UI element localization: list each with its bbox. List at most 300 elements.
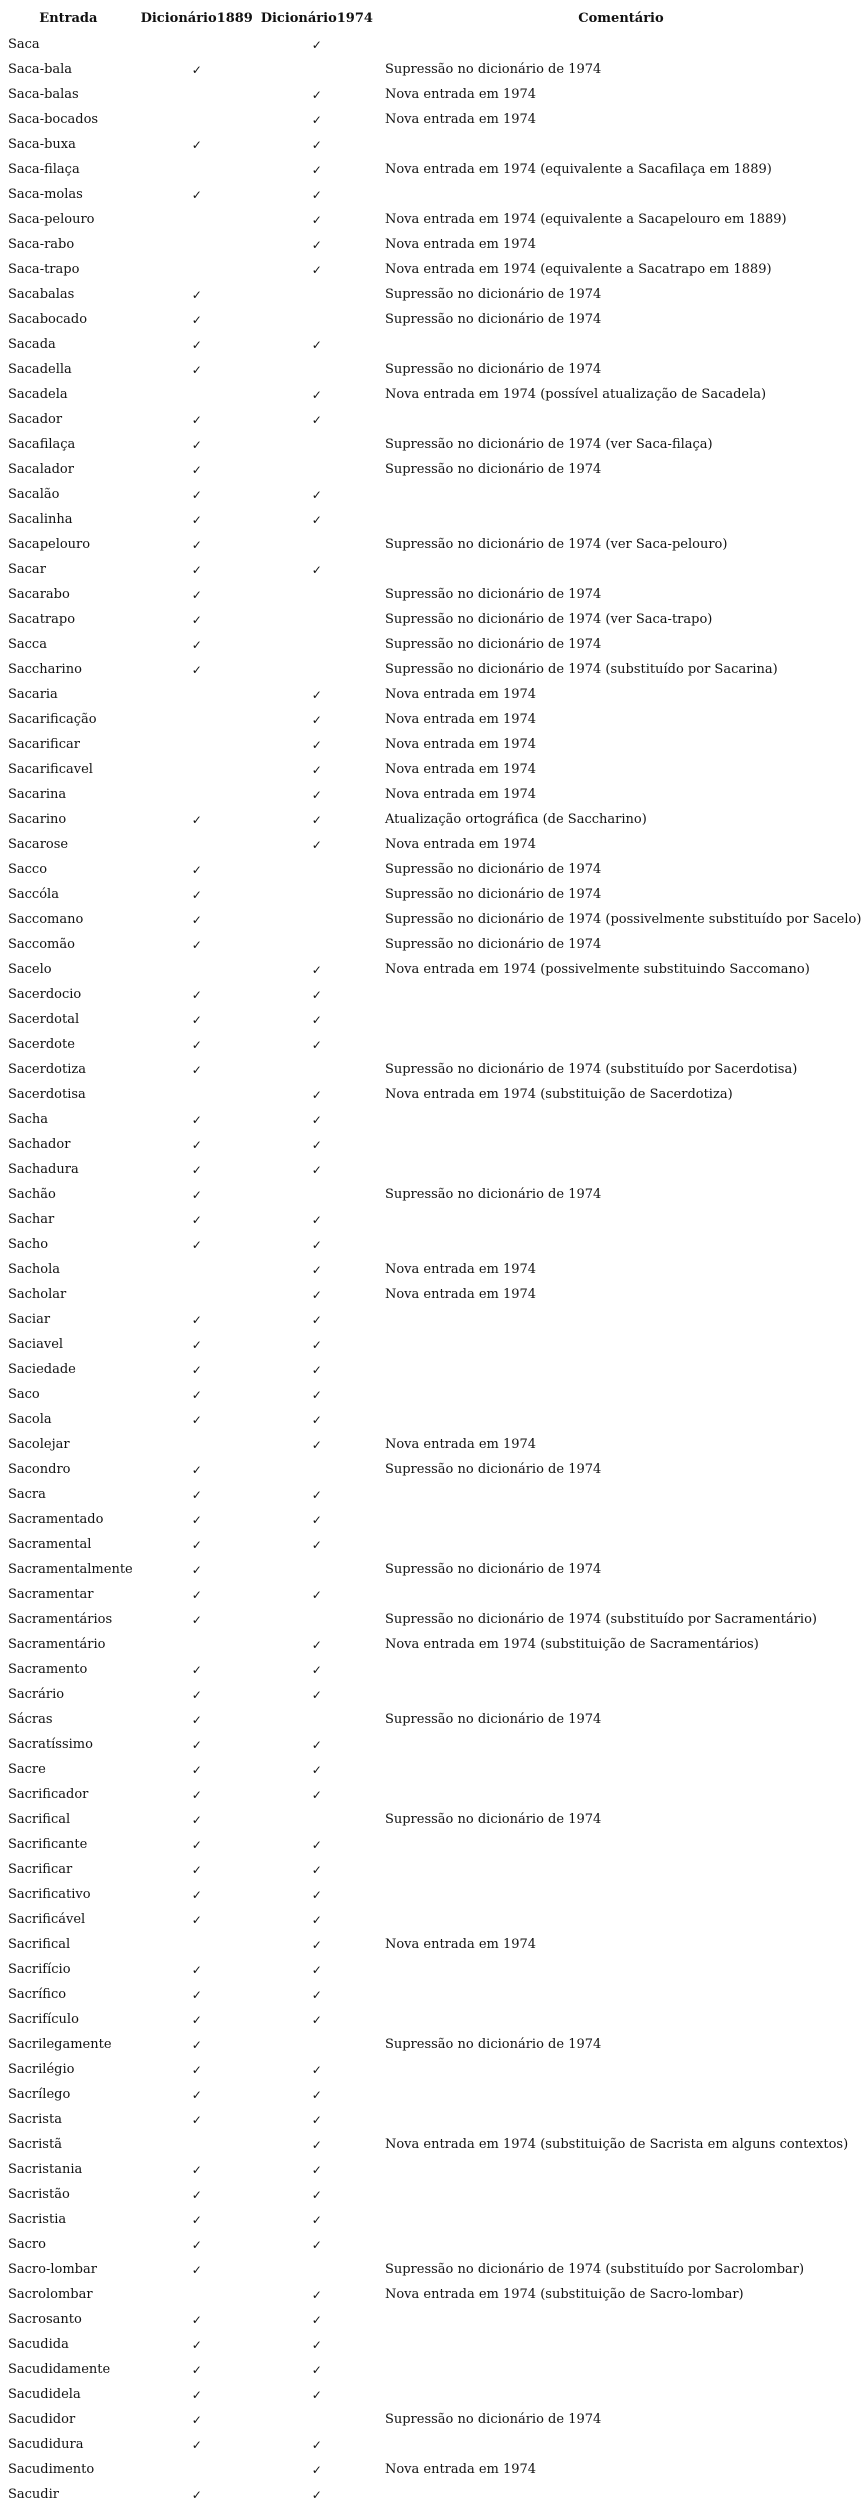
- table-row: [2, 207, 867, 232]
- dicionario-1889-check-icon: [135, 207, 259, 232]
- dicionario-1974-check-icon: ✓: [311, 112, 322, 127]
- entry-cell: Sacrílego: [8, 2087, 71, 2102]
- table-row: [2, 532, 867, 557]
- entry-cell: Sacalador: [8, 462, 74, 477]
- table-row: [2, 2032, 867, 2057]
- table-row: [2, 632, 867, 657]
- dicionario-1889-check-icon: ✓: [191, 2312, 202, 2327]
- table-row: [2, 2207, 867, 2232]
- dicionario-1889-check-icon: ✓: [191, 1587, 202, 1602]
- dicionario-1889-check-icon: ✓: [191, 662, 202, 677]
- dicionario-1974-check-icon: ✓: [311, 2137, 322, 2152]
- dicionario-1889-check-icon: ✓: [191, 912, 202, 927]
- dicionario-1974-check-icon: ✓: [311, 2187, 322, 2202]
- dicionario-1974-check-icon: ✓: [311, 1937, 322, 1952]
- dicionario-1889-check-icon: [135, 707, 259, 732]
- table-header-row: [2, 4, 867, 32]
- dicionario-1889-check-icon: ✓: [191, 1212, 202, 1227]
- comment-cell: Supressão no dicionário de 1974: [384, 362, 602, 377]
- dicionario-1974-check-icon: [259, 607, 375, 632]
- comment-cell: Nova entrada em 1974: [384, 2462, 537, 2477]
- table-row: [2, 732, 867, 757]
- comment-cell: [375, 1857, 867, 1882]
- dicionario-1889-check-icon: ✓: [191, 587, 202, 602]
- entry-cell: Sacrolombar: [8, 2287, 93, 2302]
- comment-cell: Supressão no dicionário de 1974 (possivelmente substituído por Sacelo): [384, 912, 862, 927]
- entry-cell: Sacha: [8, 1112, 49, 1127]
- entry-cell: Sacudida: [8, 2337, 69, 2352]
- table-row: [2, 932, 867, 957]
- dicionario-1889-check-icon: ✓: [191, 1362, 202, 1377]
- entry-cell: Sacro: [8, 2237, 46, 2252]
- table-row: [2, 457, 867, 482]
- entry-cell: Sacramento: [8, 1662, 88, 1677]
- dicionario-1889-check-icon: ✓: [191, 2212, 202, 2227]
- entry-cell: Sacratíssimo: [8, 1737, 93, 1752]
- dicionario-1974-check-icon: ✓: [311, 1262, 322, 1277]
- entry-cell: Sacapelouro: [8, 537, 91, 552]
- comment-cell: [375, 1207, 867, 1232]
- comment-cell: Nova entrada em 1974: [384, 787, 537, 802]
- entry-cell: Sacadella: [8, 362, 72, 377]
- table-row: [2, 1057, 867, 1082]
- table-row: [2, 182, 867, 207]
- comment-cell: [375, 557, 867, 582]
- table-row: [2, 2232, 867, 2257]
- comment-cell: Supressão no dicionário de 1974: [384, 1712, 602, 1727]
- table-row: [2, 957, 867, 982]
- comment-cell: Nova entrada em 1974: [384, 737, 537, 752]
- dicionario-1974-check-icon: ✓: [311, 1637, 322, 1652]
- dicionario-1889-check-icon: ✓: [191, 1762, 202, 1777]
- dicionario-1974-check-icon: [259, 932, 375, 957]
- dicionario-1889-check-icon: ✓: [191, 2487, 202, 2502]
- table-row: [2, 107, 867, 132]
- entry-cell: Sacola: [8, 1412, 52, 1427]
- dicionario-1974-check-icon: ✓: [311, 1237, 322, 1252]
- dicionario-1974-check-icon: ✓: [311, 1862, 322, 1877]
- dicionario-1889-check-icon: ✓: [191, 1737, 202, 1752]
- dicionario-1889-check-icon: ✓: [191, 287, 202, 302]
- dicionario-1974-check-icon: [259, 457, 375, 482]
- dicionario-1889-check-icon: ✓: [191, 2412, 202, 2427]
- dicionario-1974-check-icon: ✓: [311, 1537, 322, 1552]
- dicionario-1889-check-icon: ✓: [191, 1312, 202, 1327]
- dicionario-1889-check-icon: ✓: [191, 1387, 202, 1402]
- table-row: [2, 1082, 867, 1107]
- dicionario-1974-check-icon: ✓: [311, 812, 322, 827]
- dicionario-1974-check-icon: ✓: [311, 87, 322, 102]
- dicionario-1889-check-icon: [135, 682, 259, 707]
- comment-cell: Supressão no dicionário de 1974: [384, 587, 602, 602]
- entry-cell: Sacar: [8, 562, 46, 577]
- table-row: [2, 657, 867, 682]
- dicionario-1889-check-icon: ✓: [191, 1787, 202, 1802]
- entry-cell: Saca-filaça: [8, 162, 80, 177]
- dicionario-1889-check-icon: [135, 732, 259, 757]
- comment-cell: [375, 1907, 867, 1932]
- entry-cell: Sacra: [8, 1487, 46, 1502]
- entry-cell: Saciedade: [8, 1362, 76, 1377]
- entry-cell: Sacabocado: [8, 312, 88, 327]
- dicionario-1889-check-icon: ✓: [191, 612, 202, 627]
- comment-cell: Supressão no dicionário de 1974 (substituído por Sacramentário): [384, 1612, 817, 1627]
- entry-cell: Sacadela: [8, 387, 68, 402]
- table-row: [2, 707, 867, 732]
- dicionario-1974-check-icon: ✓: [311, 737, 322, 752]
- entry-cell: Sacudidura: [8, 2437, 84, 2452]
- dicionario-1889-check-icon: [135, 1432, 259, 1457]
- table-row: [2, 1882, 867, 1907]
- dicionario-1889-check-icon: ✓: [191, 1062, 202, 1077]
- comment-cell: Supressão no dicionário de 1974: [384, 312, 602, 327]
- dicionario-1889-check-icon: ✓: [191, 312, 202, 327]
- table-row: [2, 557, 867, 582]
- dicionario-1974-check-icon: ✓: [311, 2487, 322, 2502]
- entry-cell: Sacrifículo: [8, 2012, 79, 2027]
- comment-cell: [375, 2182, 867, 2207]
- table-row: [2, 1832, 867, 1857]
- table-row: [2, 332, 867, 357]
- dicionario-1889-check-icon: ✓: [191, 412, 202, 427]
- comment-cell: [375, 2332, 867, 2357]
- table-row: [2, 2382, 867, 2407]
- dicionario-1889-check-icon: ✓: [191, 362, 202, 377]
- dicionario-1974-check-icon: [259, 1057, 375, 1082]
- entry-cell: Saciar: [8, 1312, 51, 1327]
- dicionario-1974-check-icon: ✓: [311, 687, 322, 702]
- table-row: [2, 2432, 867, 2457]
- dicionario-1889-check-icon: ✓: [191, 2087, 202, 2102]
- dicionario-1889-check-icon: ✓: [191, 1137, 202, 1152]
- comment-cell: [375, 1882, 867, 1907]
- dicionario-1889-check-icon: ✓: [191, 2062, 202, 2077]
- comment-cell: [375, 1307, 867, 1332]
- comment-cell: [375, 2082, 867, 2107]
- table-row: [2, 307, 867, 332]
- column-header-dicionario-1889: Dicionário1889: [140, 10, 253, 26]
- dicionario-1974-check-icon: ✓: [311, 1137, 322, 1152]
- dicionario-1974-check-icon: ✓: [311, 2237, 322, 2252]
- entry-cell: Sacerdotiza: [8, 1062, 86, 1077]
- dicionario-1974-check-icon: [259, 1557, 375, 1582]
- comment-cell: [375, 2107, 867, 2132]
- entry-cell: Sacro-lombar: [8, 2262, 97, 2277]
- comment-cell: [375, 1232, 867, 1257]
- dicionario-1889-check-icon: [135, 1632, 259, 1657]
- comment-cell: [375, 2057, 867, 2082]
- dicionario-1974-check-icon: ✓: [311, 212, 322, 227]
- dicionario-1889-check-icon: ✓: [191, 1862, 202, 1877]
- dicionario-1974-check-icon: ✓: [311, 1212, 322, 1227]
- dicionario-1889-check-icon: ✓: [191, 2237, 202, 2252]
- entry-cell: Sacondro: [8, 1462, 71, 1477]
- entry-cell: Sacalinha: [8, 512, 73, 527]
- dicionario-1889-check-icon: ✓: [191, 1812, 202, 1827]
- dicionario-1974-check-icon: ✓: [311, 1837, 322, 1852]
- dicionario-1889-check-icon: ✓: [191, 1687, 202, 1702]
- table-row: [2, 1157, 867, 1182]
- entry-cell: Sacudidela: [8, 2387, 81, 2402]
- dicionario-1974-check-icon: ✓: [311, 1437, 322, 1452]
- dicionario-1974-check-icon: ✓: [311, 237, 322, 252]
- table-row: [2, 857, 867, 882]
- dicionario-1889-check-icon: [135, 757, 259, 782]
- comment-cell: [375, 2307, 867, 2332]
- dicionario-1974-check-icon: ✓: [311, 337, 322, 352]
- dicionario-1889-check-icon: ✓: [191, 812, 202, 827]
- dicionario-1889-check-icon: ✓: [191, 1012, 202, 1027]
- dicionario-1974-check-icon: ✓: [311, 1587, 322, 1602]
- dicionario-1889-check-icon: [135, 1932, 259, 1957]
- comment-cell: Nova entrada em 1974 (substituição de Sacrista em alguns contextos): [384, 2137, 849, 2152]
- entry-cell: Sacarificar: [8, 737, 80, 752]
- table-row: [2, 432, 867, 457]
- table-row: [2, 1282, 867, 1307]
- table-row: [2, 1507, 867, 1532]
- dicionario-1974-check-icon: ✓: [311, 2087, 322, 2102]
- entry-cell: Sacolejar: [8, 1437, 70, 1452]
- comment-cell: Nova entrada em 1974 (equivalente a Sacafilaça em 1889): [384, 162, 772, 177]
- dicionario-1974-check-icon: [259, 357, 375, 382]
- table-row: [2, 1707, 867, 1732]
- entry-cell: Sacristã: [8, 2137, 62, 2152]
- table-row: [2, 2282, 867, 2307]
- dictionary-comparison-table: [2, 4, 867, 2507]
- table-row: [2, 832, 867, 857]
- entry-cell: Saca-balas: [8, 87, 79, 102]
- entry-cell: Sacafilaça: [8, 437, 76, 452]
- entry-cell: Sacrilegamente: [8, 2037, 112, 2052]
- table-row: [2, 2257, 867, 2282]
- dicionario-1974-check-icon: ✓: [311, 2112, 322, 2127]
- dicionario-1974-check-icon: ✓: [311, 2287, 322, 2302]
- entry-cell: Saca: [8, 37, 40, 52]
- dicionario-1889-check-icon: ✓: [191, 1962, 202, 1977]
- dicionario-1974-check-icon: ✓: [311, 1762, 322, 1777]
- entry-cell: Sachar: [8, 1212, 55, 1227]
- entry-cell: Sacerdotal: [8, 1012, 80, 1027]
- table-row: [2, 1482, 867, 1507]
- dicionario-1889-check-icon: [135, 832, 259, 857]
- entry-cell: Sacramentar: [8, 1587, 94, 1602]
- comment-cell: Supressão no dicionário de 1974: [384, 287, 602, 302]
- comment-cell: [375, 1157, 867, 1182]
- table-row: [2, 1607, 867, 1632]
- entry-cell: Sachadura: [8, 1162, 79, 1177]
- table-row: [2, 2082, 867, 2107]
- entry-cell: Sacelo: [8, 962, 52, 977]
- dicionario-1889-check-icon: ✓: [191, 2337, 202, 2352]
- dicionario-1974-check-icon: [259, 657, 375, 682]
- dicionario-1974-check-icon: ✓: [311, 2162, 322, 2177]
- comment-cell: Supressão no dicionário de 1974: [384, 462, 602, 477]
- comment-cell: Nova entrada em 1974: [384, 687, 537, 702]
- dicionario-1889-check-icon: ✓: [191, 187, 202, 202]
- entry-cell: Sacrificar: [8, 1862, 73, 1877]
- dicionario-1974-check-icon: ✓: [311, 1737, 322, 1752]
- dicionario-1974-check-icon: ✓: [311, 2062, 322, 2077]
- comment-cell: [375, 482, 867, 507]
- dicionario-1889-check-icon: ✓: [191, 62, 202, 77]
- comment-cell: Nova entrada em 1974: [384, 837, 537, 852]
- entry-cell: Sachola: [8, 1262, 61, 1277]
- dicionario-1974-check-icon: ✓: [311, 762, 322, 777]
- dicionario-1974-check-icon: ✓: [311, 1112, 322, 1127]
- entry-cell: Sacco: [8, 862, 48, 877]
- dicionario-1974-check-icon: ✓: [311, 1312, 322, 1327]
- entry-cell: Sacrífico: [8, 1987, 67, 2002]
- comment-cell: Nova entrada em 1974 (equivalente a Sacatrapo em 1889): [384, 262, 772, 277]
- dicionario-1889-check-icon: ✓: [191, 1112, 202, 1127]
- entry-cell: Saccharino: [8, 662, 82, 677]
- dicionario-1889-check-icon: ✓: [191, 1512, 202, 1527]
- dicionario-1889-check-icon: ✓: [191, 1837, 202, 1852]
- dicionario-1889-check-icon: [135, 257, 259, 282]
- dicionario-1889-check-icon: ✓: [191, 2362, 202, 2377]
- dicionario-1974-check-icon: ✓: [311, 987, 322, 1002]
- dicionario-1974-check-icon: ✓: [311, 1962, 322, 1977]
- dicionario-1889-check-icon: ✓: [191, 2112, 202, 2127]
- entry-cell: Sacholar: [8, 1287, 67, 1302]
- comment-cell: Supressão no dicionário de 1974: [384, 2412, 602, 2427]
- comment-cell: Supressão no dicionário de 1974 (substituído por Sacerdotisa): [384, 1062, 798, 1077]
- dicionario-1889-check-icon: ✓: [191, 1037, 202, 1052]
- comment-cell: [375, 1582, 867, 1607]
- entry-cell: Sacristania: [8, 2162, 83, 2177]
- comment-cell: [375, 1357, 867, 1382]
- comment-cell: [375, 982, 867, 1007]
- comment-cell: Nova entrada em 1974: [384, 1937, 537, 1952]
- dicionario-1974-check-icon: ✓: [311, 412, 322, 427]
- comment-cell: Nova entrada em 1974 (substituição de Sacramentários): [384, 1637, 759, 1652]
- dicionario-1974-check-icon: [259, 1457, 375, 1482]
- dicionario-1974-check-icon: [259, 882, 375, 907]
- table-row: [2, 1657, 867, 1682]
- dicionario-1889-check-icon: ✓: [191, 462, 202, 477]
- table-row: [2, 2007, 867, 2032]
- dicionario-1974-check-icon: [259, 532, 375, 557]
- table-row: [2, 1232, 867, 1257]
- comment-cell: [375, 407, 867, 432]
- table-row: [2, 1582, 867, 1607]
- table-row: [2, 57, 867, 82]
- table-row: [2, 1457, 867, 1482]
- dicionario-1974-check-icon: ✓: [311, 1912, 322, 1927]
- table-row: [2, 1032, 867, 1057]
- dicionario-1889-check-icon: [135, 1257, 259, 1282]
- table-row: [2, 1007, 867, 1032]
- dicionario-1889-check-icon: ✓: [191, 1337, 202, 1352]
- dicionario-1974-check-icon: [259, 1707, 375, 1732]
- table-row: [2, 907, 867, 932]
- comment-cell: [375, 1382, 867, 1407]
- dicionario-1974-check-icon: ✓: [311, 1987, 322, 2002]
- dicionario-1889-check-icon: ✓: [191, 2262, 202, 2277]
- dicionario-1974-check-icon: [259, 1607, 375, 1632]
- entry-cell: Sacudir: [8, 2487, 60, 2502]
- dicionario-1889-check-icon: ✓: [191, 1662, 202, 1677]
- table-row: [2, 782, 867, 807]
- comment-cell: [375, 1032, 867, 1057]
- comment-cell: Supressão no dicionário de 1974: [384, 62, 602, 77]
- entry-cell: Sacrificativo: [8, 1887, 91, 1902]
- table-row: [2, 2332, 867, 2357]
- dicionario-1889-check-icon: [135, 32, 259, 57]
- dicionario-1974-check-icon: ✓: [311, 1337, 322, 1352]
- dicionario-1889-check-icon: ✓: [191, 1712, 202, 1727]
- comment-cell: Nova entrada em 1974: [384, 762, 537, 777]
- column-header-dicionario-1974: Dicionário1974: [260, 10, 373, 26]
- dicionario-1889-check-icon: ✓: [191, 1987, 202, 2002]
- comment-cell: Nova entrada em 1974 (substituição de Sacro-lombar): [384, 2287, 744, 2302]
- dicionario-1889-check-icon: ✓: [191, 1612, 202, 1627]
- dicionario-1974-check-icon: [259, 2257, 375, 2282]
- dicionario-1889-check-icon: ✓: [191, 437, 202, 452]
- comment-cell: [375, 1132, 867, 1157]
- comment-cell: [375, 32, 867, 57]
- table-row: [2, 607, 867, 632]
- entry-cell: Saca-trapo: [8, 262, 80, 277]
- table-row: [2, 257, 867, 282]
- table-row: [2, 2132, 867, 2157]
- dicionario-1974-check-icon: ✓: [311, 1687, 322, 1702]
- entry-cell: Sacada: [8, 337, 56, 352]
- dicionario-1974-check-icon: ✓: [311, 962, 322, 977]
- dicionario-1974-check-icon: ✓: [311, 1162, 322, 1177]
- table-row: [2, 382, 867, 407]
- dicionario-1974-check-icon: ✓: [311, 1012, 322, 1027]
- comment-cell: Supressão no dicionário de 1974: [384, 862, 602, 877]
- comment-cell: Supressão no dicionário de 1974 (substituído por Sacarina): [384, 662, 778, 677]
- comment-cell: [375, 2007, 867, 2032]
- comment-cell: Supressão no dicionário de 1974: [384, 2037, 602, 2052]
- table-row: [2, 807, 867, 832]
- dicionario-1889-check-icon: ✓: [191, 1187, 202, 1202]
- dicionario-1974-check-icon: ✓: [311, 2362, 322, 2377]
- table-row: [2, 1557, 867, 1582]
- entry-cell: Saccomão: [8, 937, 75, 952]
- dicionario-1889-check-icon: ✓: [191, 487, 202, 502]
- entry-cell: Sacca: [8, 637, 47, 652]
- dicionario-1889-check-icon: [135, 82, 259, 107]
- dicionario-1974-check-icon: ✓: [311, 487, 322, 502]
- dicionario-1889-check-icon: ✓: [191, 937, 202, 952]
- entry-cell: Sachador: [8, 1137, 71, 1152]
- dicionario-1974-check-icon: [259, 2407, 375, 2432]
- entry-cell: Sacabalas: [8, 287, 75, 302]
- entry-cell: Saca-buxa: [8, 137, 76, 152]
- comment-cell: [375, 2232, 867, 2257]
- comment-cell: Supressão no dicionário de 1974: [384, 1187, 602, 1202]
- table-row: [2, 1632, 867, 1657]
- table-row: [2, 582, 867, 607]
- dicionario-1974-check-icon: [259, 282, 375, 307]
- table-row: [2, 1207, 867, 1232]
- dicionario-1889-check-icon: [135, 2457, 259, 2482]
- dicionario-1974-check-icon: ✓: [311, 2387, 322, 2402]
- table-row: [2, 1682, 867, 1707]
- table-row: [2, 882, 867, 907]
- dicionario-1974-check-icon: ✓: [311, 512, 322, 527]
- dicionario-1974-check-icon: [259, 907, 375, 932]
- entry-cell: Sacrifical: [8, 1937, 71, 1952]
- table-row: [2, 2357, 867, 2382]
- dicionario-1974-check-icon: ✓: [311, 562, 322, 577]
- entry-cell: Sacrificador: [8, 1787, 89, 1802]
- comment-cell: [375, 1332, 867, 1357]
- entry-cell: Saciavel: [8, 1337, 64, 1352]
